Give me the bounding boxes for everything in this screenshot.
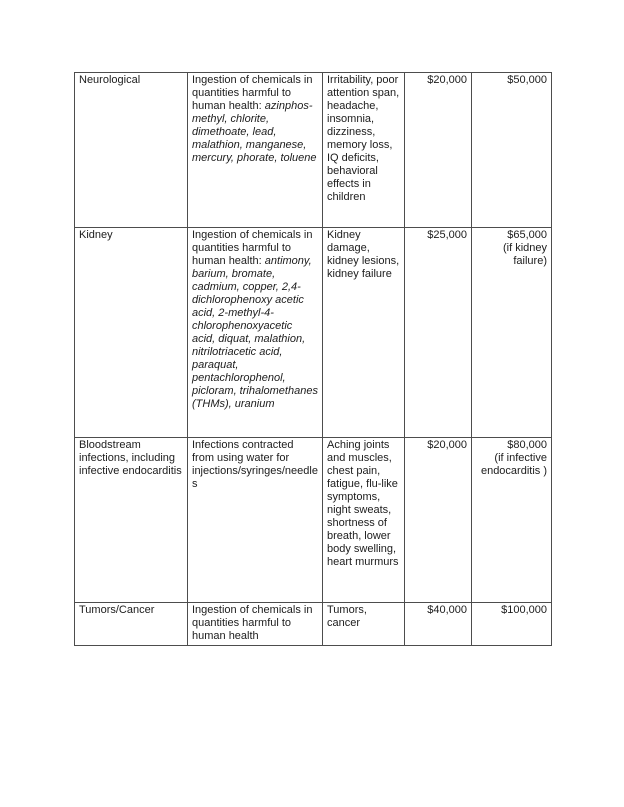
cause-text: Ingestion of chemicals in quantities harmful to human health bbox=[192, 604, 313, 642]
cell-amount-high bbox=[472, 438, 552, 603]
cause-text: Ingestion of chemicals in quantities harmful to human health: bbox=[192, 74, 313, 112]
amount-high-value: $65,000 bbox=[507, 229, 547, 241]
cell-condition: Neurological bbox=[75, 73, 188, 228]
cell-condition: Tumors/Cancer bbox=[75, 603, 188, 646]
cell-cause bbox=[188, 73, 323, 228]
cell-condition: Bloodstream infections, including infective endocarditis bbox=[75, 438, 188, 603]
amount-high-value: $100,000 bbox=[501, 604, 547, 616]
cell-symptoms: Irritability, poor attention span, headache, insomnia, dizziness, memory loss, IQ deficits, behavioral effects in children bbox=[323, 73, 405, 228]
cause-text: Infections contracted from using water for injections/syringes/needles bbox=[192, 439, 318, 490]
table-row bbox=[75, 603, 552, 646]
amount-high-value: $80,000 bbox=[507, 439, 547, 451]
table-row bbox=[75, 228, 552, 438]
table-row bbox=[75, 73, 552, 228]
cause-chemicals: azinphos-methyl, chlorite, dimethoate, lead, malathion, manganese, mercury, phorate, toluene bbox=[192, 100, 317, 164]
cell-amount-low: $25,000 bbox=[405, 228, 472, 438]
cell-amount-low: $20,000 bbox=[405, 73, 472, 228]
cell-cause bbox=[188, 228, 323, 438]
cell-symptoms: Tumors, cancer bbox=[323, 603, 405, 646]
cell-amount-high bbox=[472, 228, 552, 438]
health-conditions-table bbox=[74, 72, 552, 646]
cause-text: Ingestion of chemicals in quantities harmful to human health: bbox=[192, 229, 313, 267]
cell-condition: Kidney bbox=[75, 228, 188, 438]
cell-cause bbox=[188, 438, 323, 603]
cell-symptoms: Kidney damage, kidney lesions, kidney failure bbox=[323, 228, 405, 438]
table-row bbox=[75, 438, 552, 603]
amount-high-note: (if kidney failure) bbox=[502, 242, 547, 267]
cell-amount-low: $40,000 bbox=[405, 603, 472, 646]
cell-amount-high bbox=[472, 73, 552, 228]
cell-amount-high bbox=[472, 603, 552, 646]
cell-symptoms: Aching joints and muscles, chest pain, fatigue, flu-like symptoms, night sweats, shortness of breath, lower body swelling, heart murmurs bbox=[323, 438, 405, 603]
amount-high-value: $50,000 bbox=[507, 74, 547, 86]
cell-cause bbox=[188, 603, 323, 646]
amount-high-note: (if infective endocarditis ) bbox=[480, 452, 547, 477]
cause-chemicals: antimony, barium, bromate, cadmium, copper, 2,4-dichlorophenoxy acetic acid, 2-methyl-4-chlorophenoxyacetic acid, diquat, malathion, nitrilotriacetic acid, paraquat, pentachlorophenol, picloram, trihalomethanes (THMs), uranium bbox=[192, 255, 318, 410]
cell-amount-low: $20,000 bbox=[405, 438, 472, 603]
